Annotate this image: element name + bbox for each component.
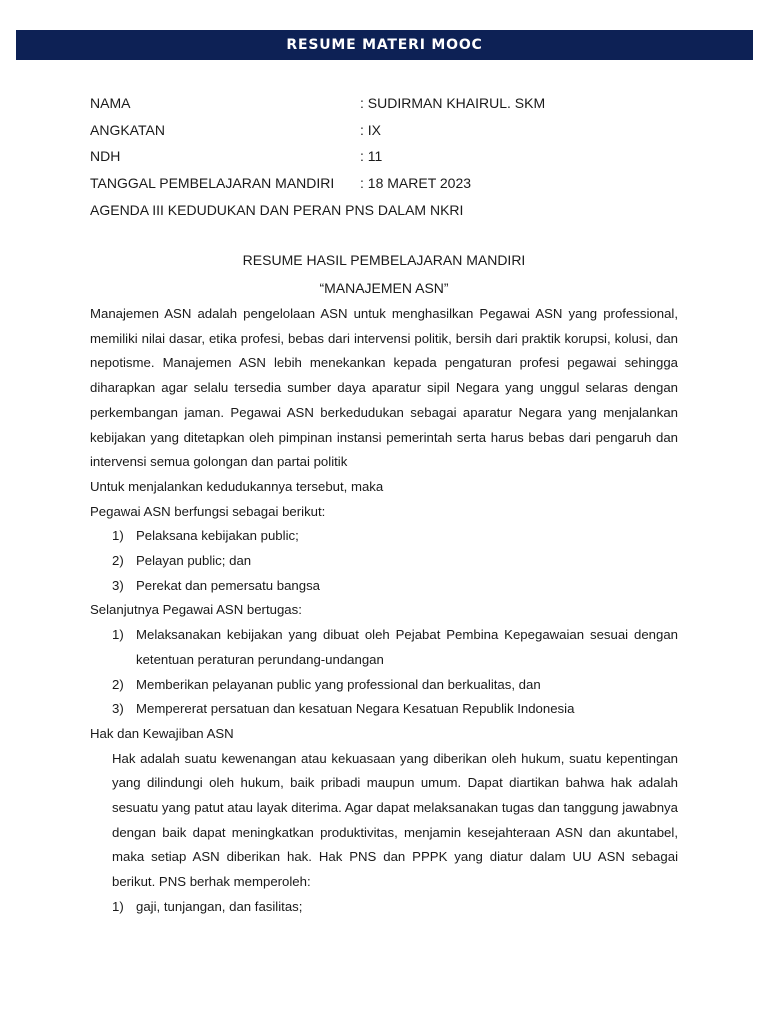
info-row-nama bbox=[90, 90, 690, 117]
functions-list bbox=[90, 524, 678, 598]
info-label: NDH bbox=[90, 148, 121, 165]
list-item bbox=[90, 549, 678, 574]
info-row-ndh bbox=[90, 143, 690, 170]
body-line: Hak dan Kewajiban ASN bbox=[90, 725, 234, 741]
info-row-angkatan bbox=[90, 117, 690, 144]
body-line: Pegawai ASN berfungsi sebagai berikut: bbox=[90, 503, 326, 519]
list-item bbox=[90, 623, 678, 672]
list-text: Perekat dan pemersatu bangsa bbox=[136, 577, 321, 593]
list-item bbox=[90, 673, 678, 698]
info-value: : IX bbox=[360, 121, 382, 138]
list-text: Pelayan public; dan bbox=[136, 553, 252, 569]
info-label: TANGGAL PEMBELAJARAN MANDIRI bbox=[90, 175, 335, 192]
list-text: gaji, tunjangan, dan fasilitas; bbox=[136, 898, 303, 914]
list-number: 2) bbox=[112, 553, 124, 569]
list-number: 1) bbox=[112, 627, 124, 643]
list-number: 3) bbox=[112, 701, 124, 717]
body-line: Selanjutnya Pegawai ASN bertugas: bbox=[90, 602, 302, 618]
intro-paragraph: Manajemen ASN adalah pengelolaan ASN untuk menghasilkan Pegawai ASN yang professional, memiliki nilai dasar, etika profesi, bebas dari intervensi politik, bersih dari praktik korupsi, kolusi, dan nepotisme. Manajemen ASN lebih menekankan kepada pengaturan profesi pegawai sehingga diharapkan agar selalu tersedia sumber daya aparatur sipil Negara yang unggul selaras dengan perkembangan jaman. Pegawai ASN berkedudukan sebagai aparatur Negara yang menjalankan kebijakan yang ditetapkan oleh pimpinan instansi pemerintah serta harus bebas dari pengaruh dan intervensi semua golongan dan partai politik bbox=[90, 306, 678, 470]
agenda-line: AGENDA III KEDUDUKAN DAN PERAN PNS DALAM NKRI bbox=[90, 201, 464, 218]
info-value: : 11 bbox=[360, 148, 383, 165]
info-row-tanggal bbox=[90, 170, 690, 197]
list-item bbox=[90, 574, 678, 599]
resume-title: RESUME HASIL PEMBELAJARAN MANDIRI bbox=[242, 252, 526, 268]
info-label: ANGKATAN bbox=[90, 121, 165, 138]
list-number: 3) bbox=[112, 577, 124, 593]
list-item bbox=[90, 697, 678, 722]
page-title: RESUME MATERI MOOC bbox=[286, 37, 483, 53]
list-text: Pelaksana kebijakan public; bbox=[136, 528, 299, 544]
rights-list bbox=[90, 895, 678, 920]
list-text: Mempererat persatuan dan kesatuan Negara Kesatuan Republik Indonesia bbox=[136, 701, 575, 717]
list-text: Memberikan pelayanan public yang professional dan berkualitas, dan bbox=[136, 676, 541, 692]
rights-paragraph: Hak adalah suatu kewenangan atau kekuasaan yang diberikan oleh hukum, suatu kepentingan yang dilindungi oleh hukum, baik pribadi maupun umum. Dapat diartikan bahwa hak adalah sesuatu yang patut atau layak diterima. Agar dapat melaksanakan tugas dan tanggung jawabnya dengan baik dapat meningkatkan produktivitas, menjamin kesejahteraan ASN dan akuntabel, maka setiap ASN diberikan hak. Hak PNS dan PPPK yang diatur dalam UU ASN sebagai berikut. PNS berhak memperoleh: bbox=[112, 750, 678, 890]
body-line: Untuk menjalankan kedudukannya tersebut, maka bbox=[90, 478, 384, 494]
header-banner bbox=[16, 30, 753, 60]
resume-subtitle: “MANAJEMEN ASN” bbox=[319, 280, 449, 296]
list-item bbox=[90, 895, 678, 920]
duties-list bbox=[90, 623, 678, 722]
info-value: : SUDIRMAN KHAIRUL. SKM bbox=[360, 95, 546, 112]
list-number: 1) bbox=[112, 528, 124, 544]
list-number: 2) bbox=[112, 676, 124, 692]
list-text: Melaksanakan kebijakan yang dibuat oleh Pejabat Pembina Kepegawaian sesuai dengan ketentuan peraturan perundang-undangan bbox=[136, 627, 678, 667]
document-body bbox=[90, 302, 678, 920]
info-value: : 18 MARET 2023 bbox=[360, 175, 472, 192]
info-label: NAMA bbox=[90, 95, 131, 112]
identity-block bbox=[90, 90, 690, 223]
list-number: 1) bbox=[112, 898, 124, 914]
list-item bbox=[90, 524, 678, 549]
